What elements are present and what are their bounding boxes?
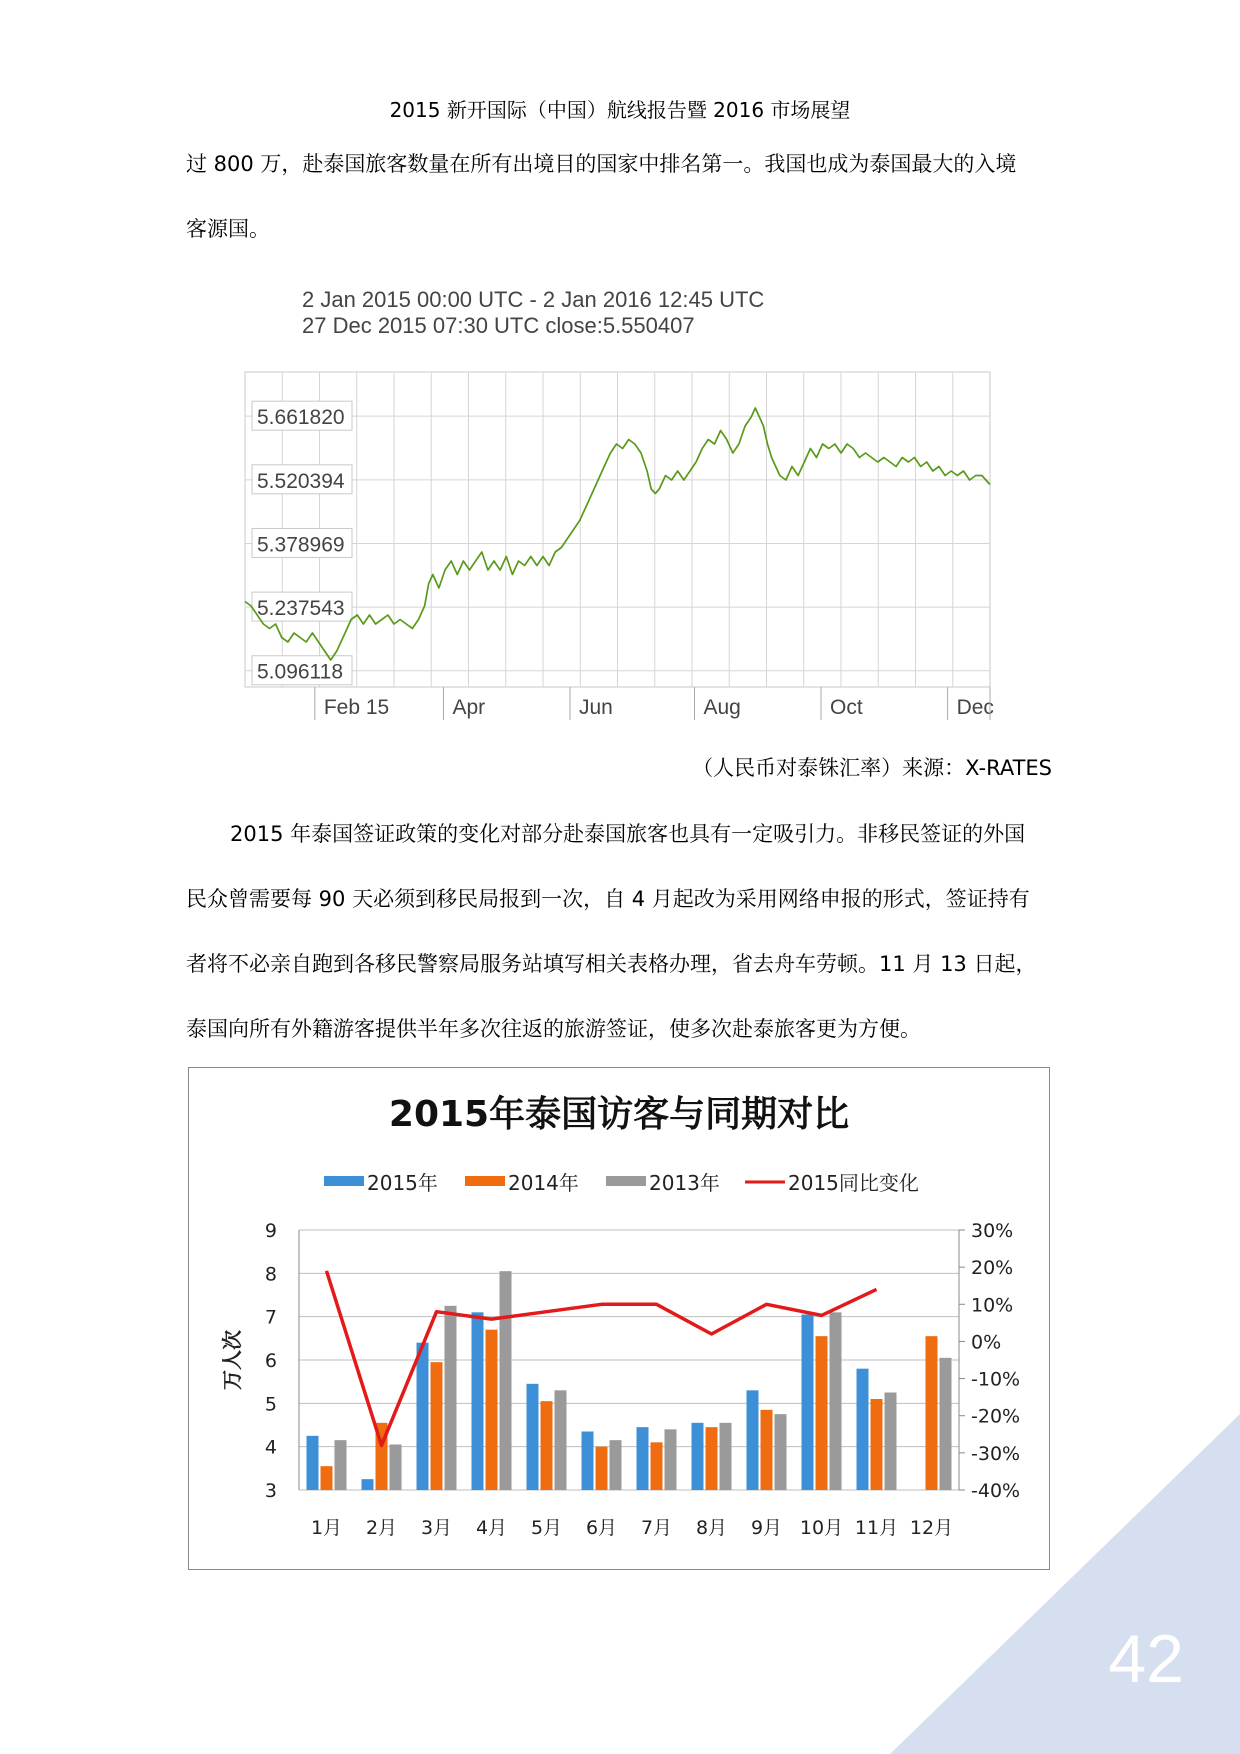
bar-2014年 [541,1401,553,1490]
page-number: 42 [1108,1621,1184,1697]
bar-2013年 [500,1271,512,1490]
visitor-y2-tick-label: -20% [971,1405,1021,1428]
visa-line: 者将不必亲自跑到各移民警察局服务站填写相关表格办理，省去舟车劳顿。11 月 13 日起， [186,952,1037,976]
bar-2014年 [816,1336,828,1490]
bar-2015年 [417,1343,429,1490]
visitor-x-tick-label: 10月 [799,1517,844,1539]
legend-label: 2015同比变化 [788,1171,919,1195]
bar-2013年 [830,1312,842,1490]
fx-y-tick-label: 5.237543 [257,597,345,621]
exchange-rate-chart [240,282,1000,732]
legend-swatch [324,1176,364,1186]
intro-line: 客源国。 [186,217,270,241]
intro-paragraph [186,132,1052,262]
visitor-x-tick-label: 9月 [750,1517,783,1539]
bar-2013年 [390,1445,402,1491]
bar-2014年 [431,1362,443,1490]
bar-2015年 [527,1384,539,1490]
visitor-x-tick-label: 6月 [585,1517,618,1539]
visa-line: 民众曾需要每 90 天必须到移民局报到一次，自 4 月起改为采用网络申报的形式，签证持有 [186,887,1030,911]
visitor-y2-tick-label: 0% [971,1331,1002,1354]
bar-2013年 [720,1423,732,1490]
fx-y-tick-label: 5.661820 [257,406,345,430]
fx-y-tick-label: 5.520394 [257,469,345,493]
fx-x-tick-label: Oct [830,696,863,719]
bar-2014年 [871,1399,883,1490]
visitor-x-tick-label: 8月 [695,1517,728,1539]
visitor-y2-tick-label: 20% [971,1257,1014,1280]
visitor-y-tick-label: 9 [264,1220,277,1242]
bar-2015年 [472,1312,484,1490]
legend-label: 2014年 [508,1171,579,1195]
bar-2014年 [651,1442,663,1490]
visitor-y2-tick-label: -10% [971,1368,1021,1391]
visitor-y-tick-label: 7 [264,1306,277,1329]
legend-swatch [606,1176,646,1186]
visa-line: 泰国向所有外籍游客提供半年多次往返的旅游签证，使多次赴泰旅客更为方便。 [186,1017,921,1041]
bar-2015年 [637,1427,649,1490]
fx-x-tick-label: Apr [452,696,486,719]
visitor-y-tick-label: 8 [264,1263,277,1286]
fx-x-tick-label: Dec [956,696,994,719]
fx-x-tick-label: Jun [578,696,613,719]
page-header: 2015 新开国际（中国）航线报告暨 2016 市场展望 [389,98,851,122]
visitor-x-tick-label: 12月 [909,1517,954,1539]
fx-chart-caption: （人民币对泰铢汇率）来源：X-RATES [692,756,1052,780]
visitor-y-tick-label: 5 [264,1393,277,1416]
bar-2013年 [610,1440,622,1490]
visa-line: 2015 年泰国签证政策的变化对部分赴泰国旅客也具有一定吸引力。非移民签证的外国 [230,822,1026,846]
bar-2015年 [857,1369,869,1490]
bar-2013年 [335,1440,347,1490]
bar-2013年 [775,1414,787,1490]
visitor-y2-tick-label: 10% [971,1294,1014,1317]
bar-2013年 [555,1390,567,1490]
intro-line: 过 800 万，赴泰国旅客数量在所有出境目的国家中排名第一。我国也成为泰国最大的入境 [186,152,1017,176]
visitor-y-axis-title: 万人次 [220,1330,244,1390]
visitor-chart-title: 2015年泰国访客与同期对比 [388,1094,850,1135]
bar-2013年 [665,1429,677,1490]
fx-x-tick-label: Feb 15 [323,696,390,719]
fx-range-text: 2 Jan 2015 00:00 UTC - 2 Jan 2016 12:45 UTC [302,287,765,312]
visitor-x-tick-label: 1月 [310,1517,343,1539]
bar-2014年 [706,1427,718,1490]
visitor-x-tick-label: 5月 [530,1517,563,1539]
fx-y-tick-label: 5.378969 [257,533,345,557]
fx-x-tick-label: Aug [703,696,741,719]
visitor-x-tick-label: 3月 [420,1517,453,1539]
bar-2014年 [486,1330,498,1490]
bar-2015年 [802,1315,814,1491]
bar-2015年 [307,1436,319,1490]
visitor-x-tick-label: 7月 [640,1517,673,1539]
visa-paragraph [186,802,1052,1062]
fx-close-text: 27 Dec 2015 07:30 UTC close:5.550407 [302,313,695,338]
yoy-change-line [327,1271,877,1446]
bar-2015年 [747,1390,759,1490]
visitor-y2-tick-label: 30% [971,1220,1014,1242]
bar-2014年 [321,1466,333,1490]
legend-label: 2013年 [649,1171,720,1195]
visitor-y2-tick-label: -40% [971,1480,1021,1502]
corner-decoration [890,1414,1240,1754]
bar-2014年 [761,1410,773,1490]
fx-y-tick-label: 5.096118 [257,660,344,684]
visitor-y-tick-label: 3 [264,1480,277,1502]
visitor-y2-tick-label: -30% [971,1442,1021,1465]
bar-2015年 [692,1423,704,1490]
visitor-y-tick-label: 4 [264,1436,277,1459]
legend-label: 2015年 [367,1171,438,1195]
bar-2014年 [596,1447,608,1490]
visitor-y-tick-label: 6 [264,1350,277,1372]
bar-2013年 [445,1306,457,1490]
legend-swatch [465,1176,505,1186]
visitor-x-tick-label: 4月 [475,1517,508,1539]
bar-2015年 [362,1479,374,1490]
visitor-x-tick-label: 2月 [365,1517,398,1539]
visitor-x-tick-label: 11月 [854,1517,899,1539]
bar-2015年 [582,1432,594,1491]
